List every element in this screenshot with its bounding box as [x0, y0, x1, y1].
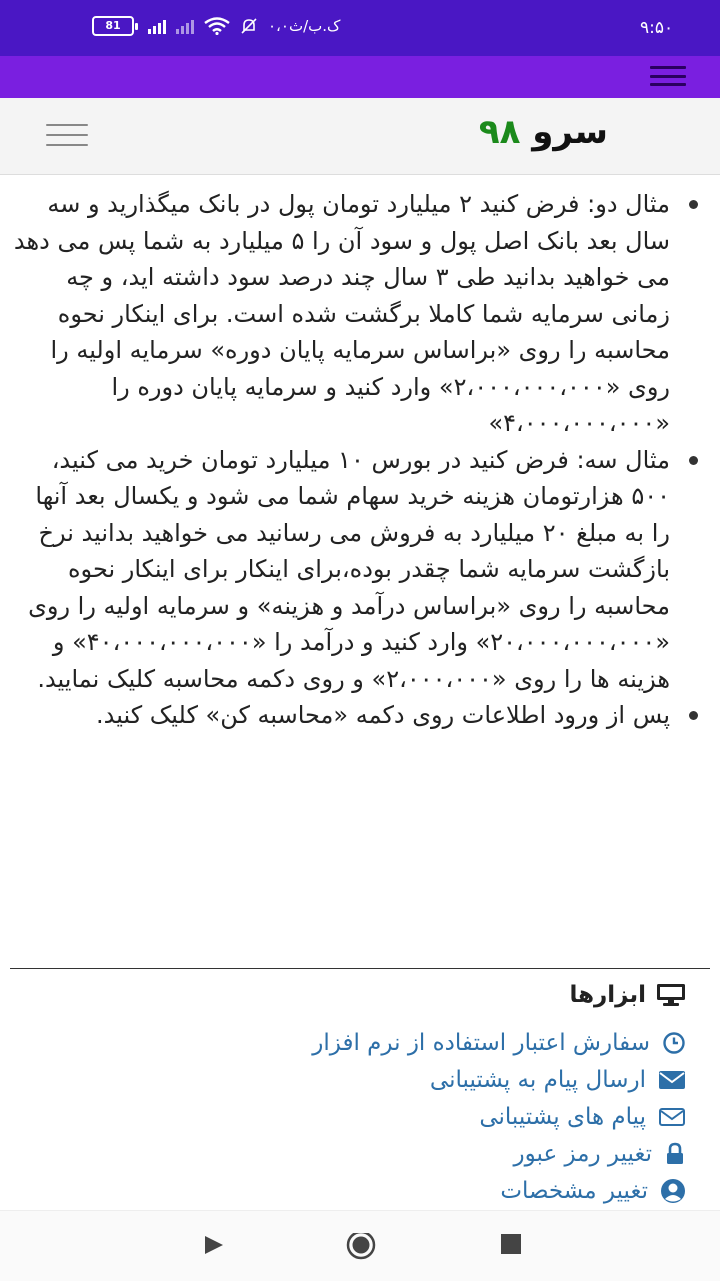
- tools-item-send-message[interactable]: [312, 1061, 686, 1098]
- bell-off-icon: [240, 17, 258, 35]
- logo-number: ۹۸: [478, 112, 521, 152]
- bullet-dot: [689, 711, 698, 720]
- clock-icon: [662, 1031, 686, 1055]
- user-circle-icon: [660, 1178, 686, 1204]
- battery-level: 81: [92, 16, 134, 36]
- signal-icon: [148, 18, 166, 34]
- clock: ۹:۵۰: [640, 18, 674, 38]
- instruction-list: [0, 186, 720, 734]
- send-message-link[interactable]: ارسال پیام به پشتیبانی: [429, 1066, 646, 1093]
- wifi-icon: [204, 17, 230, 35]
- recents-icon[interactable]: [500, 1233, 522, 1255]
- list-item: [10, 442, 670, 698]
- home-icon[interactable]: [344, 1233, 378, 1267]
- lock-icon: [664, 1142, 686, 1166]
- system-nav-bar: [0, 1210, 720, 1281]
- signal-icon-2: [176, 18, 194, 34]
- status-icons: [92, 16, 340, 36]
- network-speed: ۰،۰ک.ب/ث: [268, 17, 341, 35]
- tools-item-support-messages[interactable]: [312, 1098, 686, 1135]
- edit-profile-link[interactable]: تغییر مشخصات: [500, 1177, 648, 1204]
- list-item: [10, 697, 670, 734]
- bullet-dot: [689, 456, 698, 465]
- order-credit-link[interactable]: سفارش اعتبار استفاده از نرم افزار: [312, 1029, 650, 1056]
- tools-heading: [569, 982, 686, 1008]
- site-logo[interactable]: [479, 112, 608, 152]
- battery-icon: [92, 16, 138, 36]
- monitor-icon: [656, 983, 686, 1007]
- menu-icon[interactable]: [650, 66, 686, 86]
- envelope-outline-icon: [658, 1106, 686, 1128]
- tools-item-edit-profile[interactable]: [312, 1172, 686, 1209]
- tools-item-change-password[interactable]: [312, 1135, 686, 1172]
- tools-title: ابزارها: [569, 982, 646, 1008]
- site-header: [0, 98, 720, 175]
- envelope-filled-icon: [658, 1069, 686, 1091]
- logo-word: سرو: [532, 112, 608, 152]
- back-icon[interactable]: [202, 1233, 226, 1257]
- main-content: [0, 174, 720, 1210]
- tools-item-order-credit[interactable]: [312, 1024, 686, 1061]
- list-item-text: پس از ورود اطلاعات روی دکمه «محاسبه کن» کلیک کنید.: [96, 701, 670, 729]
- support-messages-link[interactable]: پیام های پشتیبانی: [479, 1103, 646, 1130]
- list-item-text: مثال سه: فرض کنید در بورس ۱۰ میلیارد تومان خرید می کنید، ۵۰۰ هزارتومان هزینه خرید سهام شما می شود و یکسال بعد آنها را به مبلغ ۲۰ میلیارد به فروش می رسانید می خواهید بدانید نرخ بازگشت سرمایه شما چقدر بوده،برای اینکار برای اینکار نحوه محاسبه را روی «براساس درآمد و هزینه» و سرمایه اولیه را روی «۲۰،۰۰۰،۰۰۰،۰۰۰» وارد کنید و درآمد را «۴۰،۰۰۰،۰۰۰،۰۰۰» و هزینه ها را روی «۲،۰۰۰،۰۰۰» و روی دکمه محاسبه کلیک نمایید.: [28, 445, 670, 693]
- tools-list: [312, 1024, 686, 1209]
- app-bar: [0, 56, 720, 98]
- change-password-link[interactable]: تغییر رمز عبور: [513, 1140, 652, 1167]
- list-item-text: مثال دو: فرض کنید ۲ میلیارد تومان پول در بانک میگذارید و سه سال بعد بانک اصل پول و سود آن را ۵ میلیارد به شما پس می دهد می خواهید بدانید طی ۳ سال چند درصد سود داشته اید، و چه زمانی سرمایه شما کاملا برگشت شده است. برای اینکار نحوه محاسبه را روی «براساس سرمایه پایان دوره» سرمایه اولیه را روی «۲،۰۰۰،۰۰۰،۰۰۰» وارد کنید و سرمایه پایان دوره را «۴،۰۰۰،۰۰۰،۰۰۰»: [13, 190, 670, 437]
- status-bar: [0, 0, 720, 56]
- nav-toggle-icon[interactable]: [46, 124, 88, 146]
- divider: [10, 968, 710, 969]
- list-item: [10, 186, 670, 442]
- bullet-dot: [689, 200, 698, 209]
